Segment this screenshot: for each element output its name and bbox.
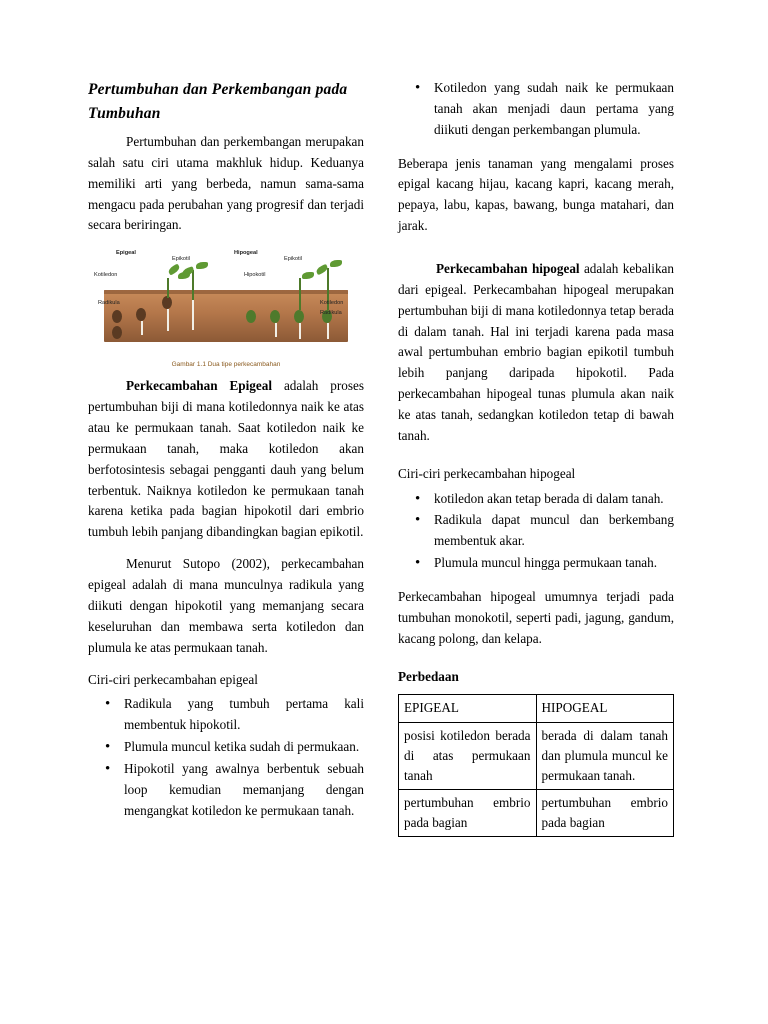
two-column-layout	[88, 78, 680, 984]
figure-label-epikotil-right: Epikotil	[284, 256, 303, 263]
list-item: • Kotiledon yang sudah naik ke permukaan tanah akan menjadi daun pertama yang diikuti dengan perkembangan plumula.	[432, 78, 674, 141]
root-icon	[299, 323, 301, 339]
epigeal-examples-paragraph: Beberapa jenis tanaman yang mengalami proses epigal kacang hijau, kacang kapri, kacang merah, pepaya, labu, kapas, bawang, bunga matahari, dan jarak.	[398, 155, 674, 234]
figure-label-hipogeal: Hipogeal	[234, 250, 258, 257]
figure-label-epigeal: Epigeal	[116, 250, 136, 257]
root-icon	[327, 323, 329, 339]
table-header-hipogeal: HIPOGEAL	[536, 695, 674, 722]
hipogeal-ciri-heading: Ciri-ciri perkecambahan hipogeal	[398, 465, 576, 481]
leaf-icon	[196, 262, 208, 269]
sutopo-paragraph: Menurut Sutopo (2002), perkecambahan epigeal adalah di mana munculnya radikula yang diikuti dengan hipokotil yang memanjang secara keseluruhan dan membawa serta kotiledon dan plumula ke atas permukaan tanah.	[88, 556, 364, 655]
page-title: Pertumbuhan dan Perkembangan pada Tumbuhan	[88, 81, 348, 123]
epigeal-ciri-list	[88, 694, 364, 821]
hipogeal-body: adalah kebalikan dari epigeal. Perkecambahan hipogeal merupakan pertumbuhan biji di mana kotiledonnya tetap berada di dalam tanah. Hal ini terjadi karena pada masa awal pertumbuhan embrio bagian epikotil tumbuh lebih panjang daripada hipokotil. Pada perkecambahan hipogeal tunas plumula akan naik ke atas tanah, sedangkan kotiledon tetap di bawah tanah.	[398, 261, 674, 443]
figure-label-radikula: Radikula	[98, 300, 120, 307]
figure-caption: Gambar 1.1 Dua tipe perkecambahan	[171, 361, 281, 369]
root-icon	[192, 300, 194, 330]
table-cell: pertumbuhan embrio pada bagian	[536, 789, 674, 836]
figure-label-kotiledon: Kotiledon	[94, 272, 118, 279]
table-row	[399, 695, 674, 722]
perbedaan-heading: Perbedaan	[398, 668, 459, 684]
list-item: • Radikula dapat muncul dan berkembang membentuk akar.	[432, 510, 674, 552]
figure-label-kotiledon-right: Kotiledon	[320, 300, 344, 307]
table-row	[399, 789, 674, 836]
comparison-table	[398, 694, 674, 836]
figure-label-hipokotil: Hipokotil	[244, 272, 266, 279]
epigeal-paragraph	[88, 376, 364, 543]
leaf-icon	[302, 272, 314, 279]
germination-figure	[88, 248, 364, 368]
hipogeal-examples-paragraph: Perkecambahan hipogeal umumnya terjadi pada tumbuhan monokotil, seperti padi, jagung, gandum, kacang polong, dan kelapa.	[398, 589, 674, 646]
list-item: • kotiledon akan tetap berada di dalam tanah.	[432, 489, 674, 510]
right-column	[398, 78, 674, 984]
hipogeal-paragraph	[398, 259, 674, 447]
epigeal-heading: Perkecambahan Epigeal	[126, 378, 273, 394]
list-item: • Plumula muncul hingga permukaan tanah.	[432, 553, 674, 574]
figure-label-radikula-right: Radikula	[320, 310, 342, 317]
intro-paragraph: Pertumbuhan dan perkembangan merupakan salah satu ciri utama makhluk hidup. Keduanya memiliki arti yang berbeda, namun sama-sama mengacu pada perubahan yang progresif dan terjadi secara beriringan.	[88, 134, 364, 233]
root-icon	[167, 309, 169, 331]
sprout-stem-icon	[192, 270, 194, 300]
table-header-epigeal: EPIGEAL	[399, 695, 537, 722]
epigeal-body: adalah proses pertumbuhan biji di mana kotiledonnya naik ke atas atau ke permukaan tanah. Saat kotiledon naik ke permukaan tanah, maka kotiledon akan berfotosintesis sebagai pengganti dauh yang belum terbentuk. Naiknya kotiledon ke permukaan tanah karena ketika pada bagian hipokotil dari embrio tumbuh lebih panjang dibandingkan bagian epikotil.	[88, 378, 364, 540]
figure-canvas	[88, 248, 364, 356]
kotiledon-bullet-list	[398, 78, 674, 141]
table-cell: pertumbuhan embrio pada bagian	[399, 789, 537, 836]
sprout-stem-icon	[167, 278, 169, 298]
leaf-icon	[330, 260, 342, 267]
list-item: • Hipokotil yang awalnya berbentuk sebuah loop kemudian memanjang dengan mengangkat kotiledon ke permukaan tanah.	[122, 759, 364, 822]
root-icon	[141, 321, 143, 335]
hipogeal-heading: Perkecambahan hipogeal	[436, 261, 580, 277]
figure-label-epikotil: Epikotil	[172, 256, 191, 263]
hipogeal-ciri-list	[398, 489, 674, 574]
sprout-stem-icon	[299, 278, 301, 310]
epigeal-ciri-heading: Ciri-ciri perkecambahan epigeal	[88, 671, 258, 687]
root-icon	[275, 323, 277, 337]
table-row	[399, 722, 674, 789]
left-column	[88, 78, 364, 984]
table-cell: posisi kotiledon berada di atas permukaan tanah	[399, 722, 537, 789]
list-item: • Radikula yang tumbuh pertama kali membentuk hipokotil.	[122, 694, 364, 736]
list-item: • Plumula muncul ketika sudah di permukaan.	[122, 737, 364, 758]
table-cell: berada di dalam tanah dan plumula muncul ke permukaan tanah.	[536, 722, 674, 789]
soil-surface-line	[104, 290, 348, 294]
